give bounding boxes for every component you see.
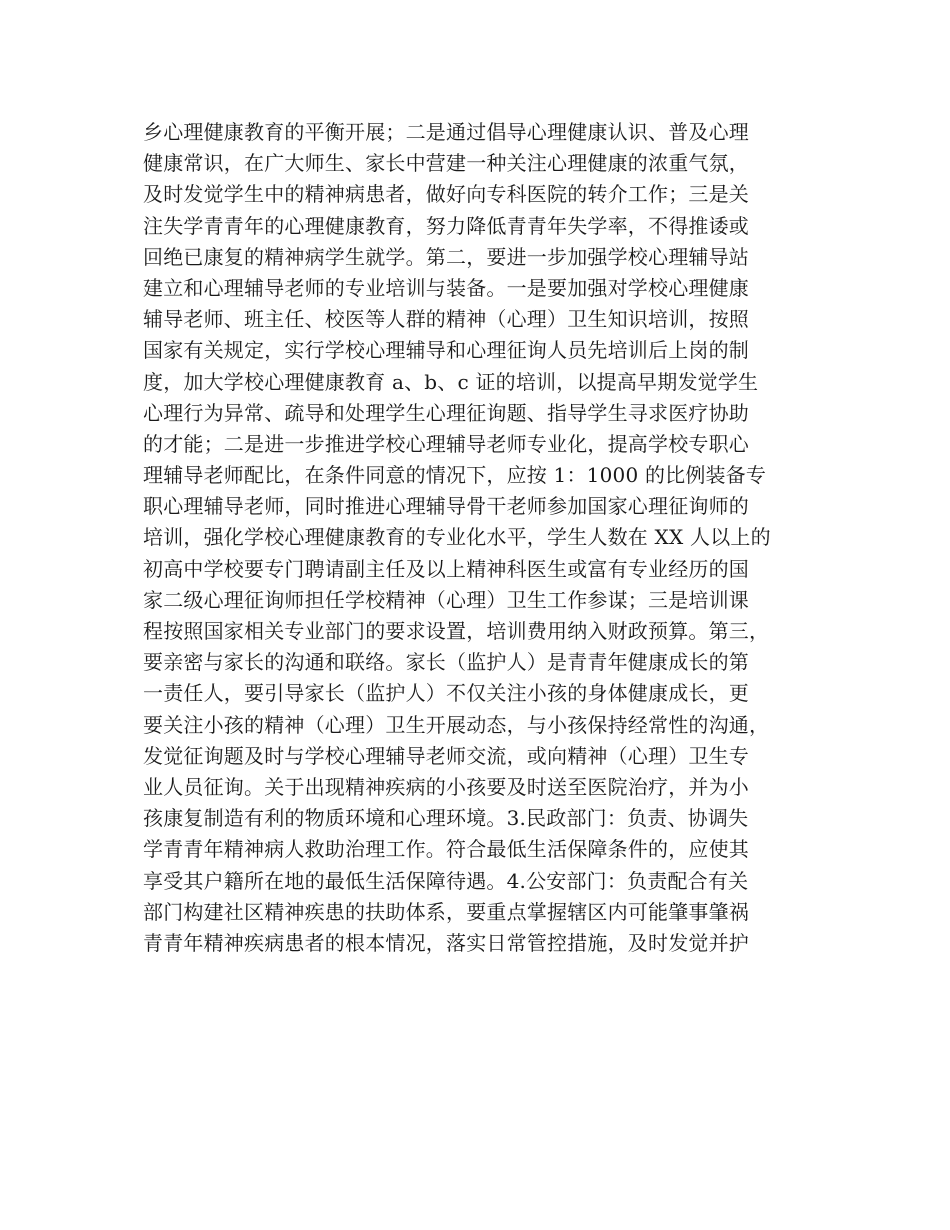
text-line: 程按照国家相关专业部门的要求设置，培训费用纳入财政预算。第三， [143, 619, 770, 643]
text-line: 的才能；二是进一步推进学校心理辅导老师专业化，提高学校专职心 [143, 431, 749, 456]
text-line: 业人员征询。关于出现精神疾病的小孩要及时送至医院治疗，并为小 [143, 774, 749, 799]
text-line: 理辅导老师配比，在条件同意的情况下，应按 1：1000 的比例装备专 [143, 463, 767, 488]
text-line: 发觉征询题及时与学校心理辅导老师交流，或向精神（心理）卫生专 [143, 743, 749, 768]
text-line: 职心理辅导老师，同时推进心理辅导骨干老师参加国家心理征询师的 [143, 494, 749, 519]
text-line: 初高中学校要专门聘请副主任及以上精神科医生或富有专业经历的国 [143, 556, 749, 581]
text-line: 家二级心理征询师担任学校精神（心理）卫生工作参谋；三是培训课 [143, 587, 749, 612]
text-line: 度，加大学校心理健康教育 a、b、c 证的培训，以提高早期发觉学生 [143, 369, 759, 394]
text-line: 一责任人，要引导家长（监护人）不仅关注小孩的身体健康成长，更 [143, 681, 749, 706]
text-line: 注失学青青年的心理健康教育，努力降低青青年失学率，不得推诿或 [143, 213, 749, 238]
text-line: 培训，强化学校心理健康教育的专业化水平，学生人数在 XX 人以上的 [143, 525, 771, 550]
text-line: 享受其户籍所在地的最低生活保障待遇。4.公安部门：负责配合有关 [143, 868, 749, 893]
text-line: 回绝已康复的精神病学生就学。第二，要进一步加强学校心理辅导站 [143, 244, 749, 269]
text-line: 要关注小孩的精神（心理）卫生开展动态，与小孩保持经常性的沟通， [143, 712, 770, 737]
text-line: 孩康复制造有利的物质环境和心理环境。3.民政部门：负责、协调失 [143, 806, 749, 831]
text-line: 心理行为异常、疏导和处理学生心理征询题、指导学生寻求医疗协助 [143, 400, 749, 425]
text-line: 建立和心理辅导老师的专业培训与装备。一是要加强对学校心理健康 [143, 275, 749, 300]
text-line: 要亲密与家长的沟通和联络。家长（监护人）是青青年健康成长的第 [143, 650, 749, 675]
text-line: 青青年精神疾病患者的根本情况，落实日常管控措施，及时发觉并护 [143, 930, 749, 955]
text-line: 乡心理健康教育的平衡开展；二是通过倡导心理健康认识、普及心理 [143, 120, 749, 144]
text-line: 国家有关规定，实行学校心理辅导和心理征询人员先培训后上岗的制 [143, 338, 749, 363]
text-line: 辅导老师、班主任、校医等人群的精神（心理）卫生知识培训，按照 [143, 307, 749, 332]
text-line: 健康常识，在广大师生、家长中营建一种关注心理健康的浓重气氛， [143, 151, 749, 176]
text-line: 学青青年精神病人救助治理工作。符合最低生活保障条件的，应使其 [143, 837, 749, 862]
text-line: 及时发觉学生中的精神病患者，做好向专科医院的转介工作；三是关 [143, 182, 749, 207]
body-text [143, 117, 823, 959]
text-line: 部门构建社区精神疾患的扶助体系，要重点掌握辖区内可能肇事肇祸 [143, 899, 749, 924]
